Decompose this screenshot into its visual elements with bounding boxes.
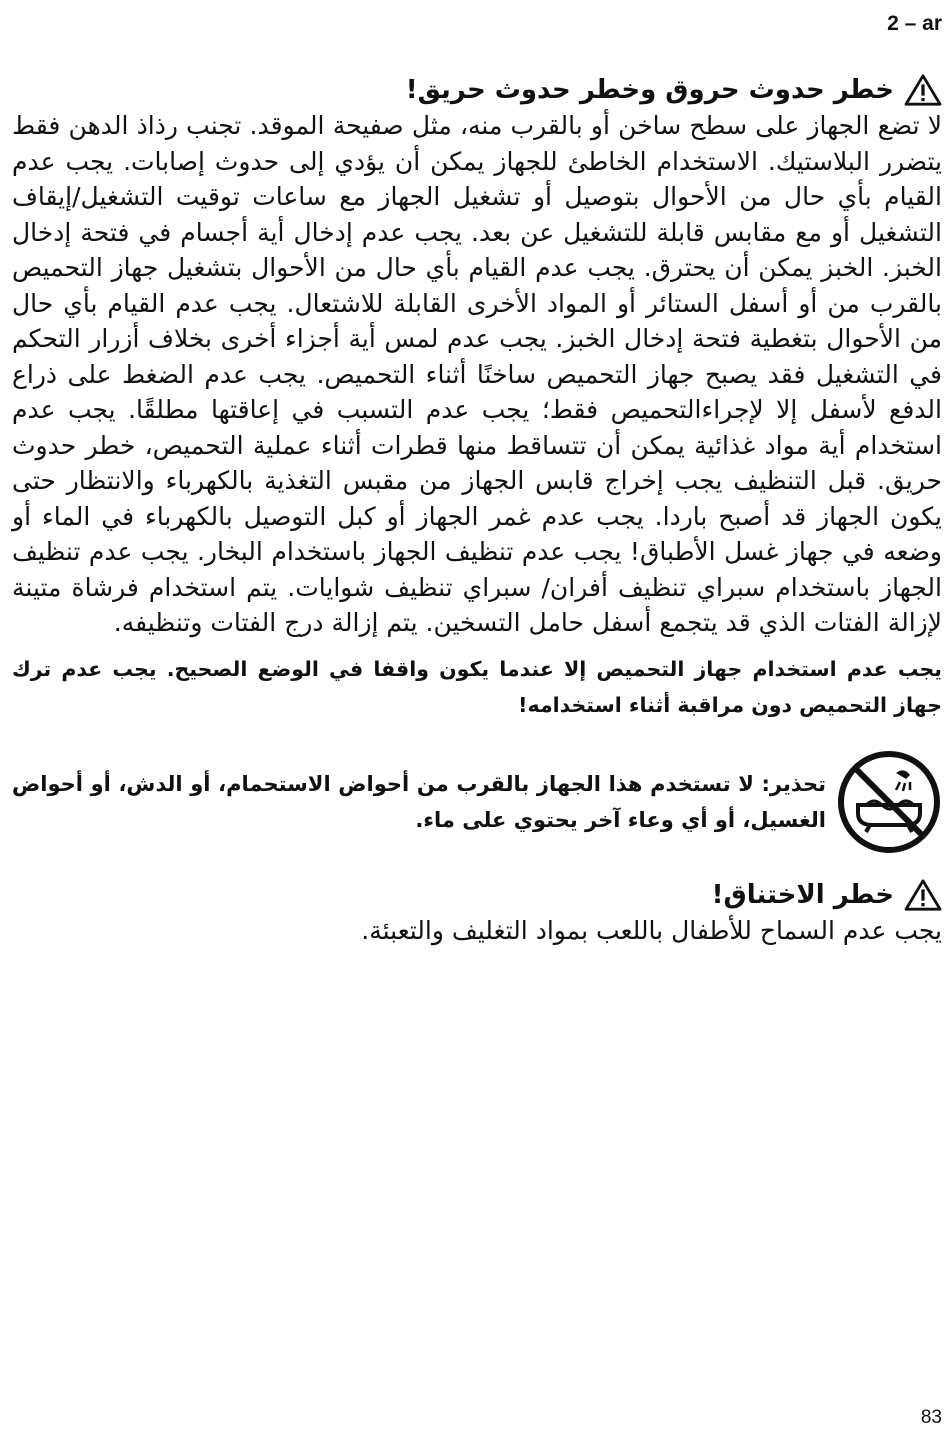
choking-hazard-title: خطر الاختناق! [711,879,894,910]
page-content [12,72,942,949]
choking-section [12,877,942,949]
fire-hazard-body: لا تضع الجهاز على سطح ساخن أو بالقرب منه، مثل صفيحة الموقد. تجنب رذاذ الدهن فقط يتضرر البلاستيك. الاستخدام الخاطئ للجهاز يمكن أن يؤدي إلى حدوث إصابات. يجب عدم القيام بأي حال من الأحوال بتوصيل أو تشغيل الجهاز مع ساعات توقيت التشغيل/إيقاف التشغيل أو مع مقابس قابلة للتشغيل عن بعد. يجب عدم إدخال أية أجسام في فتحة إدخال الخبز. الخبز يمكن أن يحترق. يجب عدم القيام بأي حال من الأحوال بتشغيل جهاز التحميص بالقرب من أو أسفل الستائر أو المواد الأخرى القابلة للاشتعال. يجب عدم القيام بأي حال من الأحوال بتغطية فتحة إدخال الخبز. يجب عدم لمس أية أجزاء أخرى بخلاف أزرار التحكم في التشغيل فقد يصبح جهاز التحميص ساخنًا أثناء التحميص. يجب عدم الضغط على ذراع الدفع لأسفل إلا لإجراءالتحميص فقط؛ يجب عدم التسبب في إعاقتها مطلقًا. يجب عدم استخدام أية مواد غذائية يمكن أن تتساقط منها قطرات أثناء عملية التحميص، خطر حدوث حريق. قبل التنظيف يجب إخراج قابس الجهاز من مقبس التغذية بالكهرباء والانتظار حتى يكون الجهاز قد أصبح باردا. يجب عدم غمر الجهاز أو كبل التوصيل بالكهرباء في الماء أو وضعه في جهاز غسل الأطباق! يجب عدم تنظيف الجهاز باستخدام البخار. يجب عدم تنظيف الجهاز باستخدام سبراي تنظيف أفران/ سبراي تنظيف شوايات. يتم استخدام فرشاة متينة لإزالة الفتات الذي قد يتجمع أسفل حامل التسخين. يتم إزالة درج الفتات وتنظيفه. [12,111,942,637]
warning-triangle-icon [904,878,942,912]
water-warning-text: تحذير: لا تستخدم هذا الجهاز بالقرب من أحواض الاستحمام، أو الدش، أو أحواض الغسيل، أو أي وعاء آخر يحتوي على ماء. [12,771,826,832]
page-number: 83 [920,1407,942,1428]
upright-use-note: يجب عدم استخدام جهاز التحميص إلا عندما يكون واقفا في الوضع الصحيح. يجب عدم ترك جهاز التحميص دون مراقبة أثناء استخدامه! [12,656,942,717]
water-warning [12,749,942,855]
fire-hazard-heading [12,72,942,108]
warning-triangle-icon [904,73,942,107]
fire-hazard-title: خطر حدوث حروق وخطر حدوث حريق! [405,75,894,105]
choking-hazard-heading [12,877,942,913]
no-water-bathtub-icon [836,749,942,855]
page-label: 2 – ar [887,12,942,35]
choking-hazard-body: يجب عدم السماح للأطفال باللعب بمواد التغليف والتعبئة. [361,915,942,945]
